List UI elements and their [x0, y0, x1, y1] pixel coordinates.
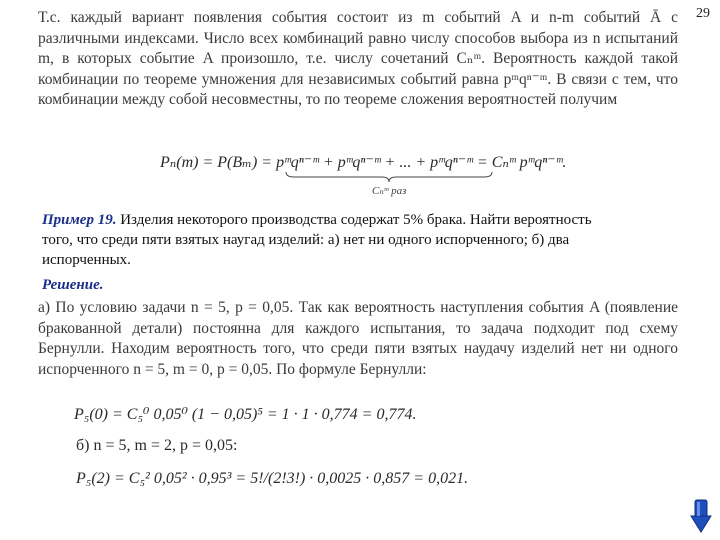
down-arrow-icon[interactable]	[690, 498, 712, 534]
brace-note: Cₙᵐ раз	[372, 185, 407, 197]
formula-a: P₅(0) = C₅⁰ 0,05⁰ (1 − 0,05)⁵ = 1 · 1 · 0,774 = 0,774.	[74, 406, 417, 423]
solution-label: Решение.	[42, 277, 104, 293]
example-block	[42, 210, 622, 270]
formula-b: P₅(2) = C₅² 0,05² · 0,95³ = 5!/(2!3!) · 0,0025 · 0,857 = 0,021.	[76, 470, 469, 487]
intro-text: Т.с. каждый вариант появления события состоит из m событий A и n-m событий Ā с различными индексами. Число всех комбинаций равно числу способов выбора из n испытаний m, в которых событие A произошло, т.е. числу сочетаний Cₙᵐ. Вероятность каждой такой комбинации по теореме умножения для независимых событий равна pᵐqⁿ⁻ᵐ. В связи с тем, что комбинации между собой несовместны, то по теореме сложения вероятностей получим	[38, 9, 678, 108]
underbrace	[284, 170, 494, 184]
example-label: Пример 19.	[42, 212, 117, 228]
solution-part-a-text: а) По условию задачи n = 5, p = 0,05. Так как вероятность наступления события A (появление бракованной детали) постоянна для каждого испытания, то задача подходит под схему Бернулли. Находим вероятность того, что среди пяти взятых наудачу изделий нет ни одного испорченного n = 5, m = 0, p = 0,05. По формуле Бернулли:	[38, 299, 678, 378]
intro-paragraph	[38, 8, 678, 111]
page-number: 29	[696, 6, 710, 21]
example-text: Изделия некоторого производства содержат 5% брака. Найти вероятность того, что среди пяти взятых наугад изделий: а) нет ни одного испорченного; б) два испорченных.	[42, 212, 592, 268]
solution-part-a	[38, 298, 678, 380]
main-formula: Pₙ(m) = P(Bₘ) = pᵐqⁿ⁻ᵐ + pᵐqⁿ⁻ᵐ + ... + pᵐqⁿ⁻ᵐ = Cₙᵐ pᵐqⁿ⁻ᵐ.	[160, 154, 567, 171]
part-b-text: б) n = 5, m = 2, p = 0,05:	[76, 437, 238, 454]
